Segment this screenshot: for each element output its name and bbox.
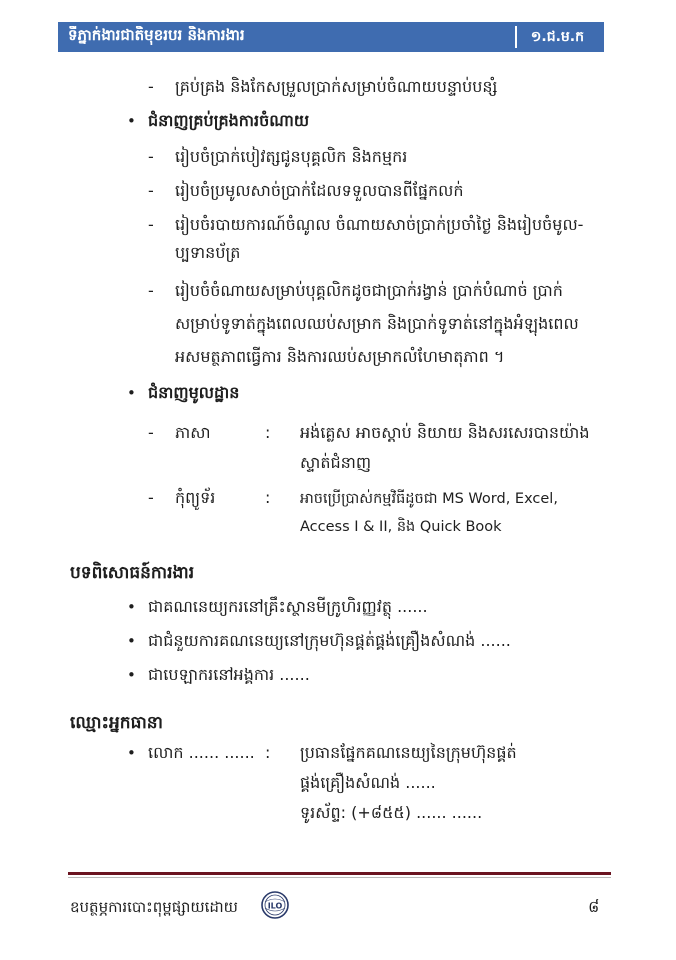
bullet-marker: • <box>127 598 136 616</box>
language-value-continuation: ស្ទាត់ជំនាញ <box>300 453 372 472</box>
colon: : <box>265 488 271 507</box>
bullet-marker: • <box>127 666 136 684</box>
footer-divider-thin <box>68 877 611 878</box>
reference-detail: ផ្គង់គ្រឿងសំណង់ ...... <box>300 773 436 792</box>
language-label: ភាសា <box>175 423 211 442</box>
colon: : <box>265 743 271 762</box>
bullet-marker: • <box>127 384 136 402</box>
reference-phone: ទូរស័ព្ទ: (+៨៥៥) ...... ...... <box>300 803 483 822</box>
dash-marker: - <box>148 215 154 234</box>
list-item: ជាជំនួយការគណនេយ្យនៅក្រុមហ៊ុនផ្គត់ផ្គង់គ្រឿងសំណង់ ...... <box>148 631 511 650</box>
dash-marker: - <box>148 181 154 200</box>
footer-divider <box>68 872 611 875</box>
section-heading-expense: ជំនាញគ្រប់គ្រងការចំណាយ <box>148 111 310 130</box>
dash-marker: - <box>148 147 154 166</box>
list-item: រៀបចំប្រាក់បៀវត្សជូនបុគ្គលិក និងកម្មករ <box>175 147 408 166</box>
section-heading-basic: ជំនាញមូលដ្ឋាន <box>148 383 240 402</box>
list-item: គ្រប់គ្រង និងកែសម្រួលប្រាក់សម្រាប់ចំណាយបន្ទាប់បន្សំ <box>175 77 498 96</box>
header-code: ១.ជ.ម.ក <box>515 26 598 48</box>
bullet-marker: • <box>127 112 136 130</box>
computer-value-continuation: Access I & II, និង Quick Book <box>300 519 502 535</box>
section-heading-reference: ឈ្មោះអ្នកធានា <box>70 713 163 733</box>
colon: : <box>265 423 271 442</box>
list-item: ជាបេឡាករនៅអង្គការ ...... <box>148 665 310 684</box>
reference-name: លោក ...... ...... <box>148 743 255 762</box>
header-title: ទីភ្នាក់ងារជាតិមុខរបរ និងការងារ <box>68 26 245 44</box>
ilo-logo-icon <box>260 890 290 920</box>
ilo-logo-text: ILO <box>267 901 283 911</box>
reference-detail: ប្រធានផ្នែកគណនេយ្យនៃក្រុមហ៊ុនផ្គត់ <box>300 743 517 762</box>
page-number: ៨ <box>588 897 600 916</box>
computer-value: អាចប្រើប្រាស់កម្មវិធីដូចជា MS Word, Excel, <box>300 491 558 507</box>
dash-marker: - <box>148 423 154 442</box>
computer-label: កុំព្យូទ័រ <box>175 488 216 507</box>
list-item: រៀបចំរបាយការណ៍ចំណូល ចំណាយសាច់ប្រាក់ប្រចាំថ្ងៃ និងរៀបចំមូល- <box>175 215 584 234</box>
bullet-marker: • <box>127 744 136 762</box>
list-item-continuation: សម្រាប់ទូទាត់ក្នុងពេលឈប់សម្រាក និងប្រាក់ទូទាត់នៅក្នុងអំឡុងពេល <box>175 314 579 333</box>
list-item: រៀបចំចំណាយសម្រាប់បុគ្គលិកដូចជាប្រាក់រង្វាន់ ប្រាក់បំណាច់ ប្រាក់ <box>175 281 563 300</box>
language-value: អង់គ្លេស អាចស្តាប់ និយាយ និងសរសេរបានយ៉ាង <box>300 423 590 442</box>
dash-marker: - <box>148 77 154 96</box>
footer-sponsor-text: ឧបត្ថម្ភការបោះពុម្ពផ្សាយដោយ <box>70 898 238 916</box>
dash-marker: - <box>148 281 154 300</box>
dash-marker: - <box>148 488 154 507</box>
list-item: ជាគណនេយ្យករនៅគ្រឹះស្ថានមីក្រូហិរញ្ញវត្ថុ ...... <box>148 597 428 616</box>
bullet-marker: • <box>127 632 136 650</box>
list-item: រៀបចំប្រមូលសាច់ប្រាក់ដែលទទួលបានពីផ្នែកលក់ <box>175 181 464 200</box>
list-item-continuation: ប្បទានប័ត្រ <box>175 243 241 262</box>
section-heading-experience: បទពិសោធន៍ការងារ <box>70 563 195 583</box>
list-item-continuation: អសមត្ថភាពធ្វើការ និងការឈប់សម្រាកលំហែមាតុភាព ។ <box>175 347 505 366</box>
